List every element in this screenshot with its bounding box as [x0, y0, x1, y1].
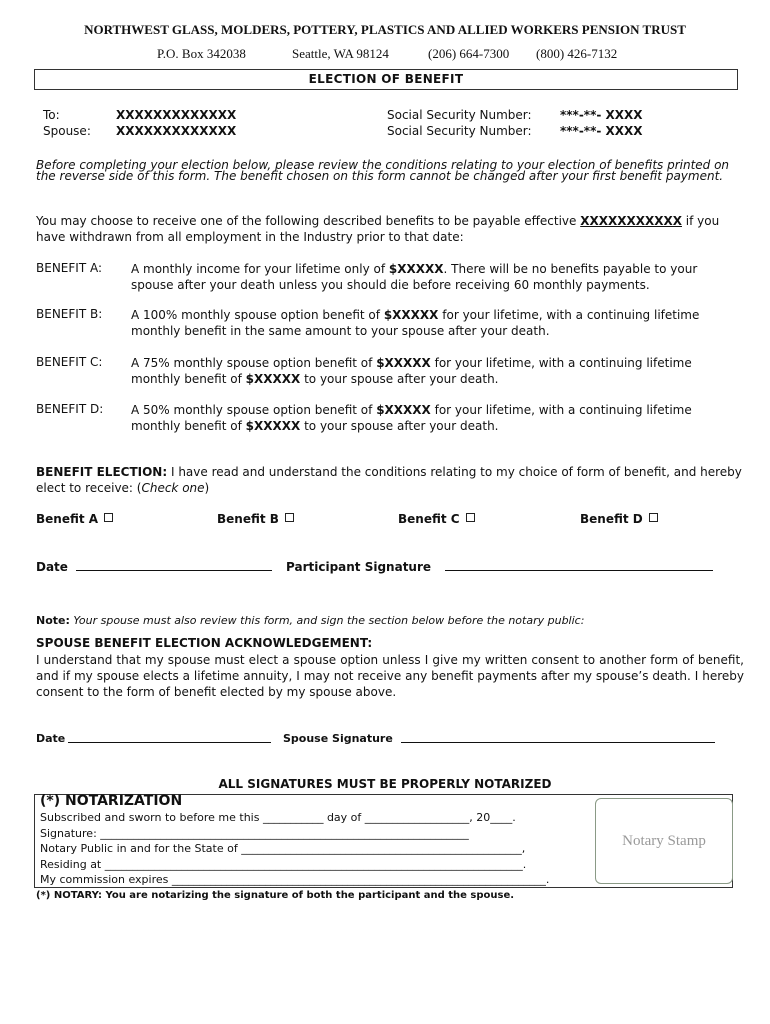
- benefit-d-checkbox[interactable]: [649, 513, 658, 522]
- to-label: To:: [43, 108, 60, 122]
- ssn-spouse: ***-**- XXXX: [560, 124, 643, 138]
- participant-date-label: Date: [36, 560, 68, 574]
- form-title: ELECTION OF BENEFIT: [34, 69, 738, 90]
- ssn-label-spouse: Social Security Number:: [387, 124, 532, 138]
- notary-footnote: (*) NOTARY: You are notarizing the signature of both the participant and the spouse.: [36, 890, 515, 901]
- benefit-a-option[interactable]: Benefit A: [36, 512, 113, 526]
- benefit-election-paragraph: BENEFIT ELECTION: I have read and understand the conditions relating to my choice of form of benefit, and hereby elect to receive: (Check one): [36, 465, 742, 495]
- benefit-election-heading: BENEFIT ELECTION:: [36, 465, 168, 479]
- notary-state-line[interactable]: Notary Public in and for the State of ___________________________________________________,: [40, 842, 526, 855]
- notarization-heading: (*) NOTARIZATION: [40, 793, 183, 809]
- benefit-d-label: BENEFIT D:: [36, 402, 104, 416]
- benefit-a-checkbox[interactable]: [104, 513, 113, 522]
- spouse-date-field[interactable]: [68, 732, 271, 743]
- notarized-banner: ALL SIGNATURES MUST BE PROPERLY NOTARIZED: [218, 777, 552, 791]
- notary-stamp-box: Notary Stamp: [595, 798, 733, 884]
- trust-name: NORTHWEST GLASS, MOLDERS, POTTERY, PLASTICS AND ALLIED WORKERS PENSION TRUST: [84, 22, 686, 37]
- benefit-c-text: A 75% monthly spouse option benefit of $XXXXX for your lifetime, with a continuing lifetime monthly benefit of $XXXXX to your spouse after your death.: [131, 356, 692, 386]
- po-box: P.O. Box 342038: [157, 46, 246, 61]
- ssn-participant: ***-**- XXXX: [560, 108, 643, 122]
- spouse-ack-text: I understand that my spouse must elect a spouse option unless I give my written consent to another form of benefit, and if my spouse elects a lifetime annuity, I may not receive any benefit payments after my spouse’s death. I hereby consent to the form of benefit elected by my spouse above.: [36, 653, 744, 699]
- participant-signature-label: Participant Signature: [286, 560, 432, 574]
- ssn-label-participant: Social Security Number:: [387, 108, 532, 122]
- benefit-b-option[interactable]: Benefit B: [217, 512, 294, 526]
- spouse-signature-field[interactable]: [401, 732, 715, 743]
- choose-paragraph: You may choose to receive one of the following described benefits to be payable effective XXXXXXXXXXX if you have withdrawn from all employment in the Industry prior to that date:: [36, 214, 720, 244]
- benefit-a-text: A monthly income for your lifetime only of $XXXXX. There will be no benefits payable to your spouse after your death unless you should die before receiving 60 monthly payments.: [131, 262, 698, 292]
- notary-commission-line[interactable]: My commission expires ____________________________________________________________________.: [40, 873, 550, 886]
- notary-sworn-line[interactable]: Subscribed and sworn to before me this ___________ day of ___________________, 20____.: [40, 811, 516, 824]
- city-address: Seattle, WA 98124: [292, 46, 389, 61]
- spouse-signature-label: Spouse Signature: [283, 732, 393, 745]
- benefit-b-text: A 100% monthly spouse option benefit of $XXXXX for your lifetime, with a continuing lifetime monthly benefit in the same amount to your spouse after your death.: [131, 308, 700, 338]
- notary-residing-line[interactable]: Residing at ____________________________________________________________________________.: [40, 858, 527, 871]
- benefit-d-text: A 50% monthly spouse option benefit of $XXXXX for your lifetime, with a continuing lifetime monthly benefit of $XXXXX to your spouse after your death.: [131, 403, 692, 433]
- phone-local: (206) 664-7300: [428, 46, 510, 61]
- benefit-b-label: BENEFIT B:: [36, 307, 103, 321]
- spouse-label: Spouse:: [43, 124, 91, 138]
- spouse-note: Note: Your spouse must also review this form, and sign the section below before the notary public:: [36, 614, 585, 627]
- phone-tollfree: (800) 426-7132: [536, 46, 618, 61]
- benefit-c-checkbox[interactable]: [466, 513, 475, 522]
- to-value: XXXXXXXXXXXXX: [116, 108, 237, 122]
- notary-signature-line[interactable]: Signature: ___________________________________________________________________: [40, 827, 469, 840]
- intro-instructions: Before completing your election below, please review the conditions relating to your election of benefits printed on the reverse side of this form. The benefit chosen on this form cannot be changed after your first benefit payment.: [36, 158, 730, 183]
- participant-date-field[interactable]: [76, 560, 272, 571]
- benefit-c-label: BENEFIT C:: [36, 355, 103, 369]
- benefit-b-checkbox[interactable]: [285, 513, 294, 522]
- participant-signature-field[interactable]: [445, 560, 713, 571]
- benefit-d-option[interactable]: Benefit D: [580, 512, 658, 526]
- effective-date: XXXXXXXXXXX: [580, 214, 682, 228]
- spouse-ack-heading: SPOUSE BENEFIT ELECTION ACKNOWLEDGEMENT:: [36, 636, 373, 650]
- benefit-a-label: BENEFIT A:: [36, 261, 102, 275]
- benefit-c-option[interactable]: Benefit C: [398, 512, 475, 526]
- spouse-value: XXXXXXXXXXXXX: [116, 124, 237, 138]
- spouse-date-label: Date: [36, 732, 66, 745]
